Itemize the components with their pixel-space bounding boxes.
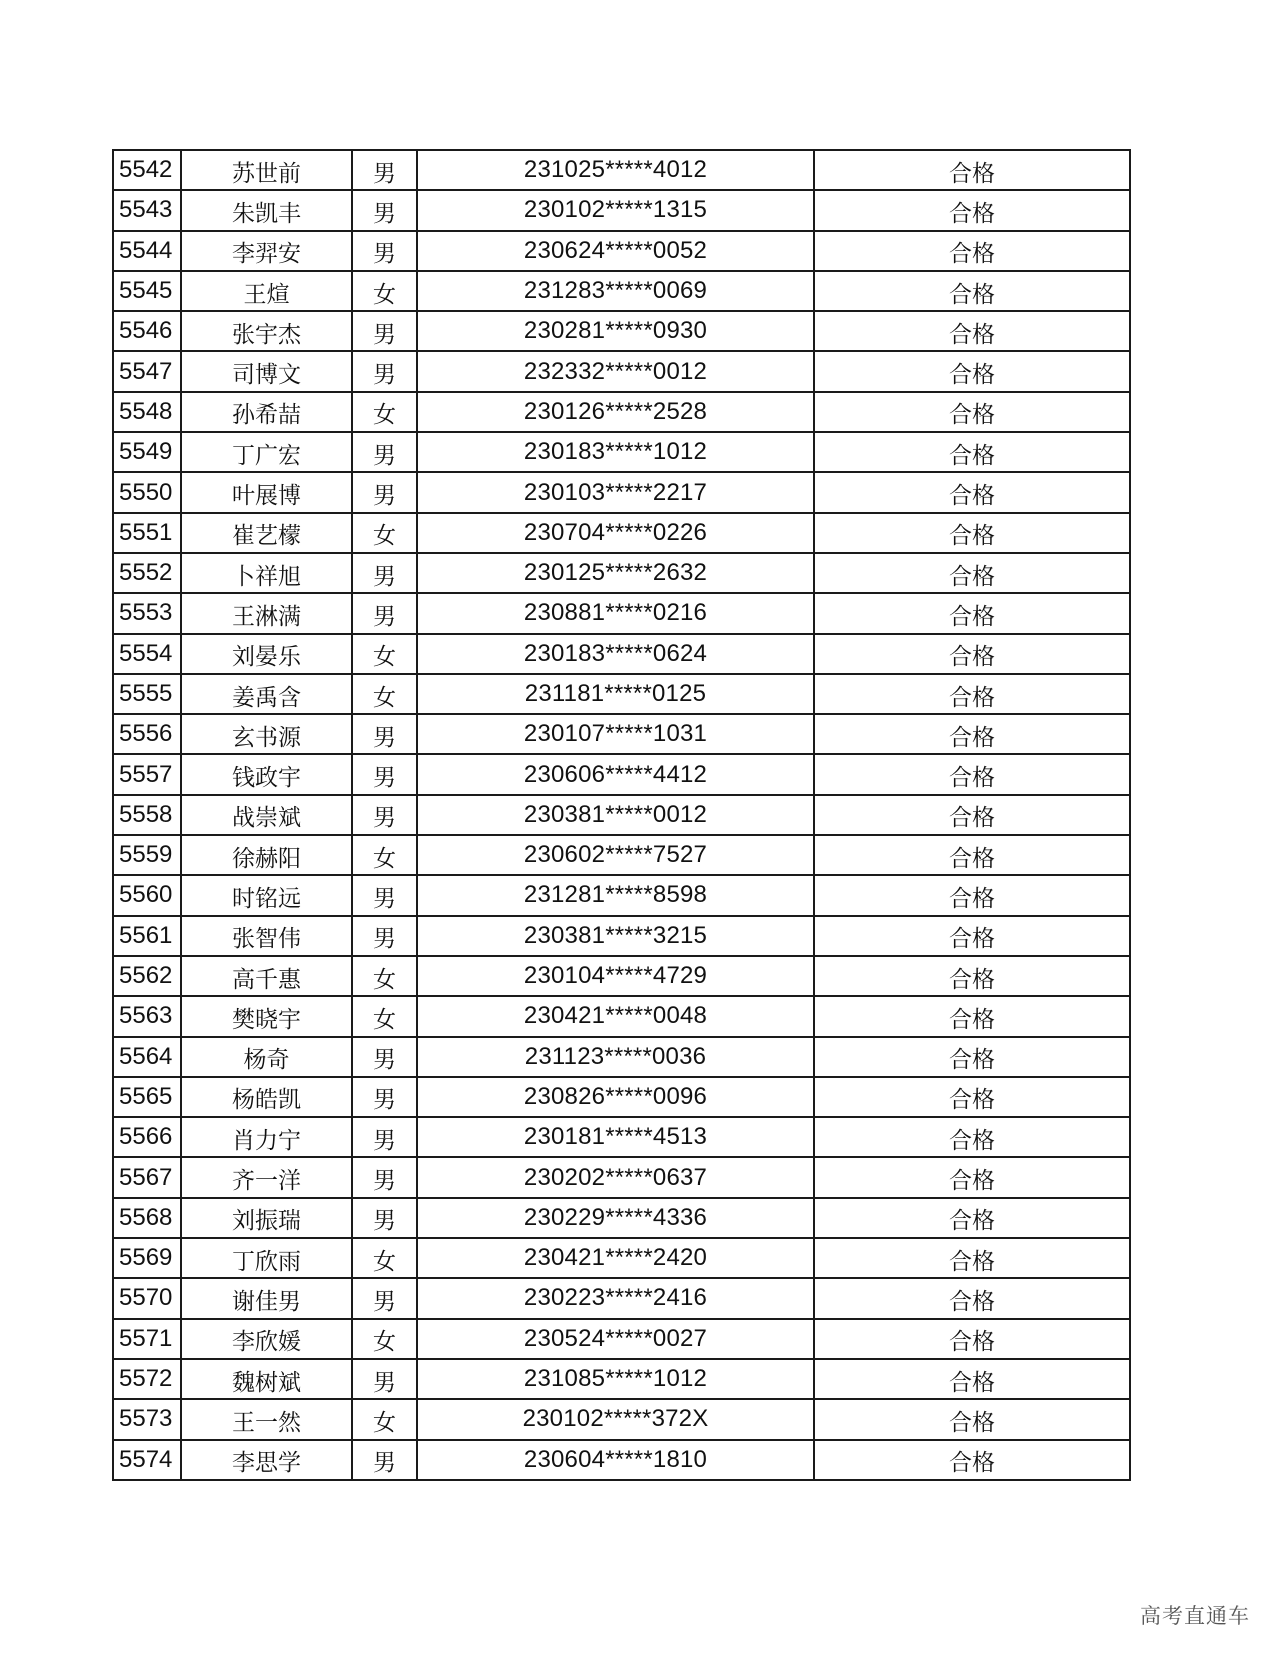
candidate-name: 肖力宁 [181,1117,352,1157]
result-status: 合格 [814,351,1130,391]
row-number: 5568 [113,1198,181,1238]
masked-id-number: 230181*****4513 [417,1117,814,1157]
table-row [113,1278,1130,1318]
masked-id-number: 230524*****0027 [417,1319,814,1359]
table-row [113,1037,1130,1077]
candidate-name: 刘振瑞 [181,1198,352,1238]
candidate-gender: 女 [352,1399,417,1439]
row-number: 5553 [113,593,181,633]
candidate-name: 魏树斌 [181,1359,352,1399]
result-status: 合格 [814,553,1130,593]
result-status: 合格 [814,956,1130,996]
result-status: 合格 [814,271,1130,311]
result-status: 合格 [814,1399,1130,1439]
result-status: 合格 [814,916,1130,956]
candidate-gender: 女 [352,1319,417,1359]
watermark-text: 高考直通车 [1140,1604,1250,1628]
candidate-name: 杨奇 [181,1037,352,1077]
candidate-gender: 男 [352,1198,417,1238]
results-table [112,149,1131,1481]
table-row [113,150,1130,190]
candidate-gender: 男 [352,1359,417,1399]
table-row [113,351,1130,391]
masked-id-number: 230107*****1031 [417,714,814,754]
result-status: 合格 [814,513,1130,553]
table-row [113,714,1130,754]
result-status: 合格 [814,835,1130,875]
result-status: 合格 [814,392,1130,432]
candidate-name: 徐赫阳 [181,835,352,875]
row-number: 5567 [113,1157,181,1197]
row-number: 5545 [113,271,181,311]
table-row [113,472,1130,512]
row-number: 5573 [113,1399,181,1439]
result-status: 合格 [814,1037,1130,1077]
candidate-name: 姜禹含 [181,674,352,714]
row-number: 5566 [113,1117,181,1157]
candidate-name: 叶展博 [181,472,352,512]
result-status: 合格 [814,1117,1130,1157]
row-number: 5552 [113,553,181,593]
row-number: 5574 [113,1440,181,1480]
table-row [113,513,1130,553]
row-number: 5549 [113,432,181,472]
result-status: 合格 [814,1077,1130,1117]
candidate-name: 谢佳男 [181,1278,352,1318]
table-row [113,795,1130,835]
candidate-gender: 男 [352,875,417,915]
candidate-gender: 男 [352,150,417,190]
candidate-name: 杨皓凯 [181,1077,352,1117]
masked-id-number: 230381*****3215 [417,916,814,956]
table-row [113,1399,1130,1439]
table-row [113,1359,1130,1399]
masked-id-number: 230125*****2632 [417,553,814,593]
table-row [113,1117,1130,1157]
result-status: 合格 [814,1238,1130,1278]
candidate-name: 王一然 [181,1399,352,1439]
table-row [113,271,1130,311]
result-status: 合格 [814,996,1130,1036]
candidate-gender: 男 [352,351,417,391]
candidate-gender: 男 [352,231,417,271]
candidate-gender: 女 [352,835,417,875]
masked-id-number: 230704*****0226 [417,513,814,553]
result-status: 合格 [814,150,1130,190]
candidate-name: 朱凯丰 [181,190,352,230]
masked-id-number: 232332*****0012 [417,351,814,391]
masked-id-number: 231123*****0036 [417,1037,814,1077]
candidate-gender: 男 [352,553,417,593]
masked-id-number: 230223*****2416 [417,1278,814,1318]
masked-id-number: 230826*****0096 [417,1077,814,1117]
masked-id-number: 230381*****0012 [417,795,814,835]
row-number: 5547 [113,351,181,391]
row-number: 5564 [113,1037,181,1077]
candidate-gender: 男 [352,311,417,351]
candidate-name: 丁广宏 [181,432,352,472]
candidate-name: 刘晏乐 [181,634,352,674]
row-number: 5555 [113,674,181,714]
candidate-name: 司博文 [181,351,352,391]
masked-id-number: 230229*****4336 [417,1198,814,1238]
table-row [113,1157,1130,1197]
candidate-name: 张宇杰 [181,311,352,351]
table-row [113,311,1130,351]
candidate-gender: 男 [352,916,417,956]
candidate-name: 高千惠 [181,956,352,996]
candidate-gender: 女 [352,513,417,553]
table-row [113,190,1130,230]
result-status: 合格 [814,1319,1130,1359]
row-number: 5550 [113,472,181,512]
table-row [113,835,1130,875]
row-number: 5565 [113,1077,181,1117]
masked-id-number: 230102*****1315 [417,190,814,230]
candidate-name: 李羿安 [181,231,352,271]
result-status: 合格 [814,593,1130,633]
candidate-name: 王煊 [181,271,352,311]
candidate-gender: 男 [352,472,417,512]
table-row [113,1198,1130,1238]
row-number: 5569 [113,1238,181,1278]
table-row [113,1238,1130,1278]
candidate-name: 钱政宇 [181,754,352,794]
table-row [113,875,1130,915]
candidate-name: 李欣媛 [181,1319,352,1359]
row-number: 5570 [113,1278,181,1318]
result-status: 合格 [814,231,1130,271]
table-row [113,634,1130,674]
candidate-gender: 男 [352,190,417,230]
candidate-name: 战崇斌 [181,795,352,835]
candidate-gender: 女 [352,1238,417,1278]
row-number: 5542 [113,150,181,190]
masked-id-number: 230102*****372X [417,1399,814,1439]
row-number: 5572 [113,1359,181,1399]
row-number: 5571 [113,1319,181,1359]
candidate-gender: 男 [352,714,417,754]
candidate-gender: 女 [352,956,417,996]
candidate-gender: 女 [352,996,417,1036]
candidate-name: 时铭远 [181,875,352,915]
masked-id-number: 230604*****1810 [417,1440,814,1480]
table-row [113,754,1130,794]
result-status: 合格 [814,1157,1130,1197]
candidate-gender: 男 [352,593,417,633]
result-status: 合格 [814,1278,1130,1318]
result-status: 合格 [814,1359,1130,1399]
candidate-gender: 男 [352,1278,417,1318]
candidate-name: 丁欣雨 [181,1238,352,1278]
row-number: 5561 [113,916,181,956]
row-number: 5548 [113,392,181,432]
row-number: 5543 [113,190,181,230]
row-number: 5560 [113,875,181,915]
result-status: 合格 [814,634,1130,674]
masked-id-number: 230104*****4729 [417,956,814,996]
candidate-gender: 男 [352,754,417,794]
candidate-gender: 男 [352,795,417,835]
candidate-name: 苏世前 [181,150,352,190]
result-status: 合格 [814,432,1130,472]
candidate-name: 孙希喆 [181,392,352,432]
masked-id-number: 230126*****2528 [417,392,814,432]
table-row [113,956,1130,996]
row-number: 5546 [113,311,181,351]
masked-id-number: 230183*****1012 [417,432,814,472]
masked-id-number: 230103*****2217 [417,472,814,512]
candidate-gender: 女 [352,392,417,432]
candidate-name: 玄书源 [181,714,352,754]
table-row [113,432,1130,472]
row-number: 5544 [113,231,181,271]
masked-id-number: 230202*****0637 [417,1157,814,1197]
candidate-name: 李思学 [181,1440,352,1480]
table-row [113,593,1130,633]
result-status: 合格 [814,190,1130,230]
row-number: 5554 [113,634,181,674]
table-row [113,1077,1130,1117]
candidate-gender: 男 [352,1037,417,1077]
row-number: 5563 [113,996,181,1036]
masked-id-number: 231025*****4012 [417,150,814,190]
candidate-gender: 男 [352,1117,417,1157]
table-row [113,231,1130,271]
table-row [113,553,1130,593]
candidate-name: 齐一洋 [181,1157,352,1197]
result-status: 合格 [814,875,1130,915]
row-number: 5559 [113,835,181,875]
masked-id-number: 230281*****0930 [417,311,814,351]
masked-id-number: 230421*****0048 [417,996,814,1036]
candidate-gender: 女 [352,674,417,714]
table-row [113,996,1130,1036]
candidate-name: 樊晓宇 [181,996,352,1036]
table-row [113,1440,1130,1480]
candidate-gender: 男 [352,1157,417,1197]
masked-id-number: 231181*****0125 [417,674,814,714]
masked-id-number: 231281*****8598 [417,875,814,915]
table-row [113,916,1130,956]
result-status: 合格 [814,311,1130,351]
masked-id-number: 230881*****0216 [417,593,814,633]
masked-id-number: 230624*****0052 [417,231,814,271]
result-status: 合格 [814,1440,1130,1480]
candidate-gender: 男 [352,1440,417,1480]
row-number: 5558 [113,795,181,835]
candidate-gender: 男 [352,432,417,472]
candidate-name: 王淋满 [181,593,352,633]
results-table-body [113,150,1130,1480]
table-row [113,674,1130,714]
result-status: 合格 [814,754,1130,794]
row-number: 5556 [113,714,181,754]
row-number: 5551 [113,513,181,553]
candidate-name: 崔艺檬 [181,513,352,553]
candidate-gender: 女 [352,634,417,674]
result-status: 合格 [814,795,1130,835]
candidate-gender: 女 [352,271,417,311]
row-number: 5562 [113,956,181,996]
masked-id-number: 231283*****0069 [417,271,814,311]
masked-id-number: 231085*****1012 [417,1359,814,1399]
row-number: 5557 [113,754,181,794]
result-status: 合格 [814,714,1130,754]
result-status: 合格 [814,1198,1130,1238]
candidate-gender: 男 [352,1077,417,1117]
table-row [113,1319,1130,1359]
masked-id-number: 230421*****2420 [417,1238,814,1278]
result-status: 合格 [814,472,1130,512]
result-status: 合格 [814,674,1130,714]
candidate-name: 卜祥旭 [181,553,352,593]
table-row [113,392,1130,432]
masked-id-number: 230602*****7527 [417,835,814,875]
masked-id-number: 230183*****0624 [417,634,814,674]
candidate-name: 张智伟 [181,916,352,956]
masked-id-number: 230606*****4412 [417,754,814,794]
